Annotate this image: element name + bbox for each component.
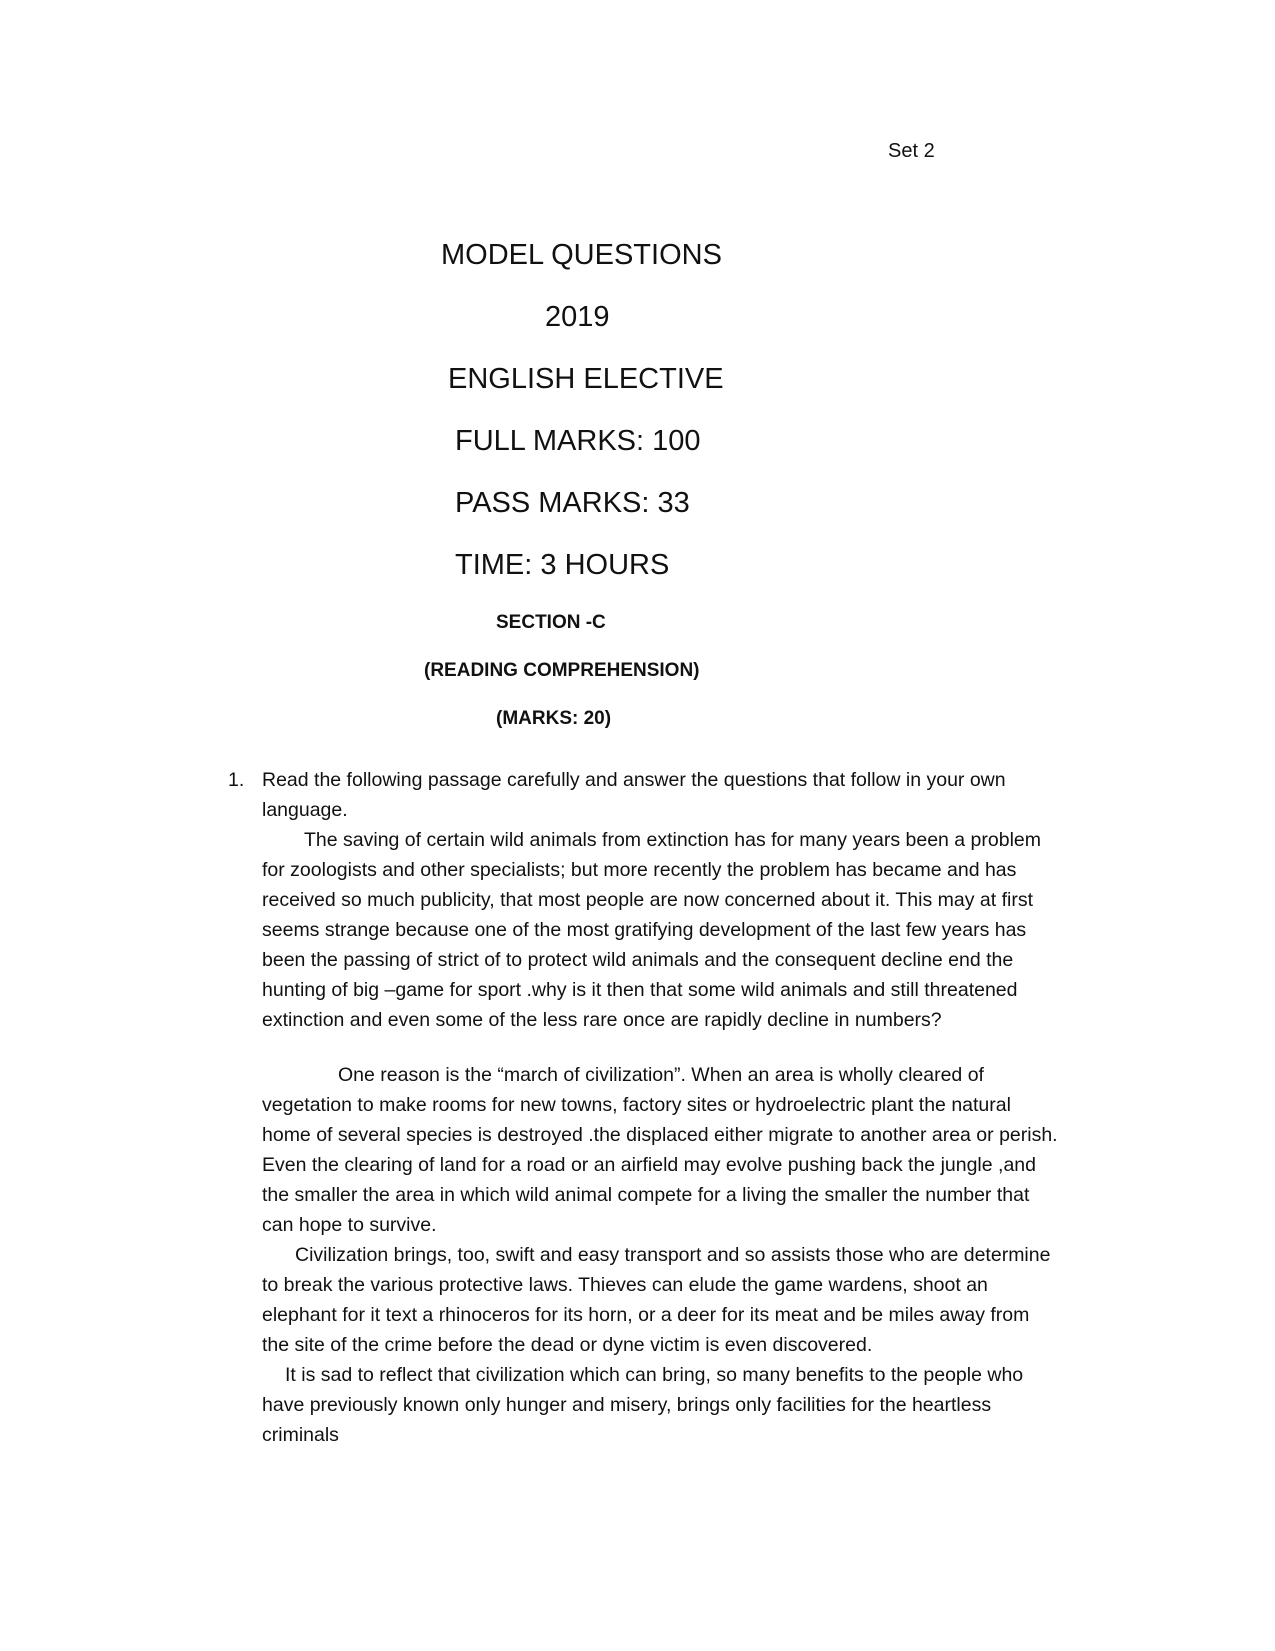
text-line: hunting of big –game for sport .why is it then that some wild animals and still threatened bbox=[262, 979, 1018, 1001]
section-name: SECTION -C bbox=[496, 612, 606, 633]
section-marks: (MARKS: 20) bbox=[496, 708, 612, 729]
text-line: seems strange because one of the most gratifying development of the last few years has bbox=[262, 919, 1027, 941]
text-line: have previously known only hunger and misery, brings only facilities for the heartless bbox=[262, 1394, 992, 1416]
text-line: Even the clearing of land for a road or an airfield may evolve pushing back the jungle ,and bbox=[262, 1154, 1036, 1176]
text-line: It is sad to reflect that civilization which can bring, so many benefits to the people who bbox=[285, 1364, 1024, 1386]
text-line: for zoologists and other specialists; but more recently the problem has became and has bbox=[262, 859, 1017, 881]
text-line: been the passing of strict of to protect wild animals and the consequent decline end the bbox=[262, 949, 1014, 971]
text-line: home of several species is destroyed .the displaced either migrate to another area or perish. bbox=[262, 1124, 1058, 1146]
text-line: the smaller the area in which wild animal compete for a living the smaller the number that bbox=[262, 1184, 1030, 1206]
set-label: Set 2 bbox=[888, 140, 935, 162]
exam-subject: ENGLISH ELECTIVE bbox=[448, 363, 724, 395]
text-line: Civilization brings, too, swift and easy transport and so assists those who are determine bbox=[295, 1244, 1051, 1266]
question-instruction bbox=[262, 765, 1062, 825]
passage-paragraph-2 bbox=[262, 1060, 1062, 1240]
full-marks: FULL MARKS: 100 bbox=[455, 425, 701, 457]
exam-year: 2019 bbox=[545, 301, 610, 333]
text-line: to break the various protective laws. Thieves can elude the game wardens, shoot an bbox=[262, 1274, 988, 1296]
text-line: received so much publicity, that most people are now concerned about it. This may at first bbox=[262, 889, 1033, 911]
text-line: can hope to survive. bbox=[262, 1214, 437, 1236]
text-line: vegetation to make rooms for new towns, factory sites or hydroelectric plant the natural bbox=[262, 1094, 1011, 1116]
text-line: The saving of certain wild animals from extinction has for many years been a problem bbox=[304, 829, 1042, 851]
text-line: One reason is the “march of civilization”. When an area is wholly cleared of bbox=[338, 1064, 984, 1086]
text-line: extinction and even some of the less rare once are rapidly decline in numbers? bbox=[262, 1009, 942, 1031]
pass-marks: PASS MARKS: 33 bbox=[455, 487, 690, 519]
passage-paragraph-1 bbox=[262, 825, 1062, 1035]
exam-title: MODEL QUESTIONS bbox=[441, 239, 722, 271]
text-line: Read the following passage carefully and answer the questions that follow in your own bbox=[262, 769, 1006, 791]
question-number: 1. bbox=[228, 769, 245, 791]
text-line: elephant for it text a rhinoceros for its horn, or a deer for its meat and be miles away from bbox=[262, 1304, 1030, 1326]
passage-paragraph-3 bbox=[262, 1240, 1062, 1360]
text-line: the site of the crime before the dead or dyne victim is even discovered. bbox=[262, 1334, 873, 1356]
text-line: language. bbox=[262, 799, 348, 821]
section-subtitle: (READING COMPREHENSION) bbox=[424, 660, 700, 681]
passage-paragraph-4 bbox=[262, 1360, 1062, 1450]
exam-time: TIME: 3 HOURS bbox=[455, 549, 670, 581]
text-line: criminals bbox=[262, 1424, 339, 1446]
